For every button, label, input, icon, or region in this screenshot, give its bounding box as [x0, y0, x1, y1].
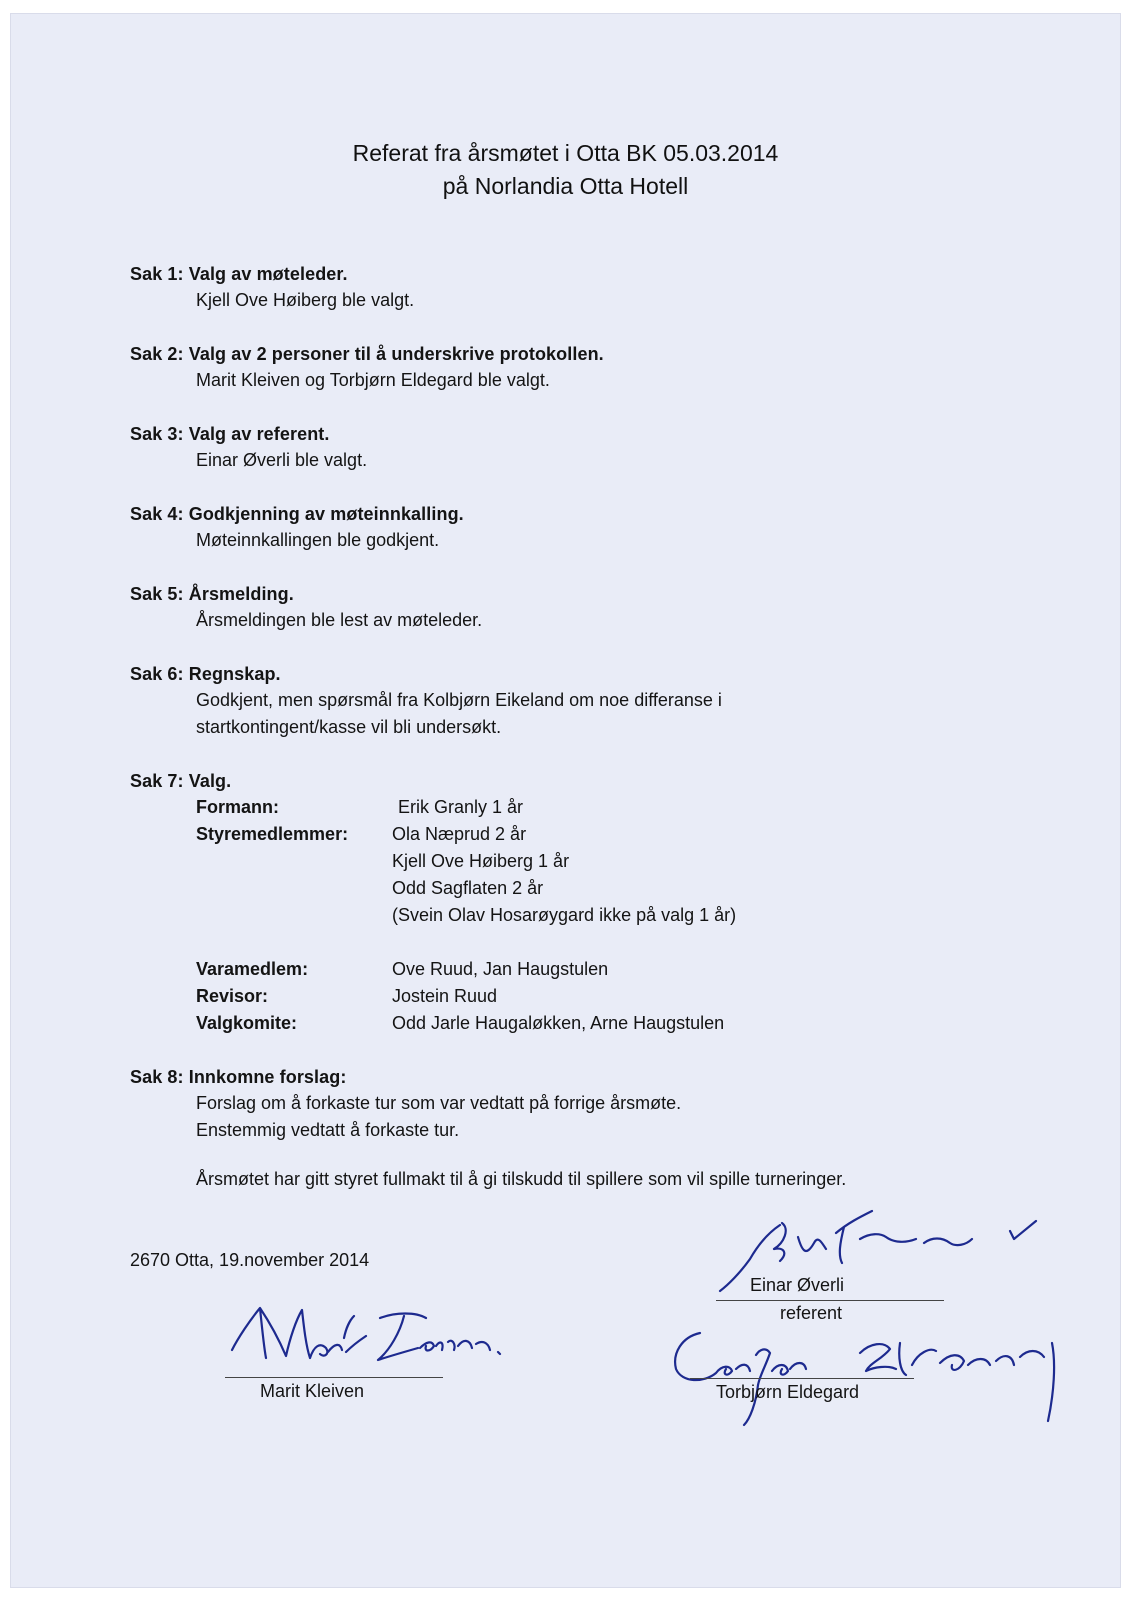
varamedlem-label: Varamedlem: — [196, 959, 309, 979]
agenda-item-heading: Sak 2: Valg av 2 personer til å underskrive protokollen. — [130, 344, 604, 364]
closing-statement: Årsmøtet har gitt styret fullmakt til å gi tilskudd til spillere som vil spille turneringer. — [196, 1169, 847, 1189]
agenda-item-2 — [130, 341, 1080, 394]
agenda-item-heading: Sak 8: Innkomne forslag: — [130, 1067, 347, 1087]
agenda-item-4 — [130, 501, 1080, 554]
styremedlem-value: Kjell Ove Høiberg 1 år — [392, 851, 570, 871]
agenda-item-text: Enstemmig vedtatt å forkaste tur. — [196, 1120, 460, 1140]
formann-value: Erik Granly 1 år — [398, 797, 524, 817]
styremedlem-value: (Svein Olav Hosarøygard ikke på valg 1 år) — [392, 905, 737, 925]
agenda-item-5 — [130, 581, 1080, 634]
agenda-item-heading: Sak 1: Valg av møteleder. — [130, 264, 348, 284]
valgkomite-label: Valgkomite: — [196, 1013, 298, 1033]
signature-line — [690, 1378, 914, 1379]
agenda-item-text: Årsmeldingen ble lest av møteleder. — [196, 610, 483, 630]
agenda-item-heading: Sak 3: Valg av referent. — [130, 424, 330, 444]
signatory-role: referent — [780, 1303, 843, 1323]
agenda-item-3 — [130, 421, 1080, 474]
agenda-item-heading: Sak 6: Regnskap. — [130, 664, 281, 684]
agenda-item-heading: Sak 7: Valg. — [130, 771, 232, 791]
styremedlem-value: Odd Sagflaten 2 år — [392, 878, 544, 898]
revisor-value: Jostein Ruud — [392, 986, 498, 1006]
varamedlem-value: Ove Ruud, Jan Haugstulen — [392, 959, 609, 979]
signature-line — [225, 1377, 443, 1378]
place-and-date: 2670 Otta, 19.november 2014 — [130, 1250, 370, 1270]
agenda-list — [130, 261, 1080, 1171]
signature-torbjorn-eldegard — [660, 1313, 1080, 1433]
formann-label: Formann: — [196, 797, 279, 817]
revisor-label: Revisor: — [196, 986, 269, 1006]
signatory-name: Einar Øverli — [750, 1275, 845, 1295]
signatory-name: Torbjørn Eldegard — [716, 1382, 860, 1402]
agenda-item-text: Møteinnkallingen ble godkjent. — [196, 530, 440, 550]
agenda-item-text: Forslag om å forkaste tur som var vedtatt på forrige årsmøte. — [196, 1093, 682, 1113]
valgkomite-value: Odd Jarle Haugaløkken, Arne Haugstulen — [392, 1013, 725, 1033]
agenda-item-text: Godkjent, men spørsmål fra Kolbjørn Eikeland om noe differanse i — [196, 690, 722, 710]
document-title: Referat fra årsmøtet i Otta BK 05.03.2014 — [352, 140, 779, 166]
agenda-item-text: Marit Kleiven og Torbjørn Eldegard ble valgt. — [196, 370, 550, 390]
styremedlem-value: Ola Næprud 2 år — [392, 824, 527, 844]
document-subtitle: på Norlandia Otta Hotell — [442, 173, 689, 199]
election-table — [130, 794, 1080, 1037]
agenda-item-text: Einar Øverli ble valgt. — [196, 450, 368, 470]
signatory-name: Marit Kleiven — [260, 1381, 365, 1401]
agenda-item-7 — [130, 768, 1080, 1037]
agenda-item-6 — [130, 661, 1080, 741]
agenda-item-1 — [130, 261, 1080, 314]
document-page — [10, 13, 1121, 1588]
agenda-item-text: Kjell Ove Høiberg ble valgt. — [196, 290, 415, 310]
styremedlemmer-label: Styremedlemmer: — [196, 824, 349, 844]
agenda-item-heading: Sak 4: Godkjenning av møteinnkalling. — [130, 504, 464, 524]
agenda-item-text: startkontingent/kasse vil bli undersøkt. — [196, 717, 502, 737]
signature-line — [716, 1300, 944, 1301]
agenda-item-heading: Sak 5: Årsmelding. — [130, 584, 294, 604]
signature-marit-kleiven — [220, 1298, 520, 1388]
agenda-item-8 — [130, 1064, 1080, 1144]
